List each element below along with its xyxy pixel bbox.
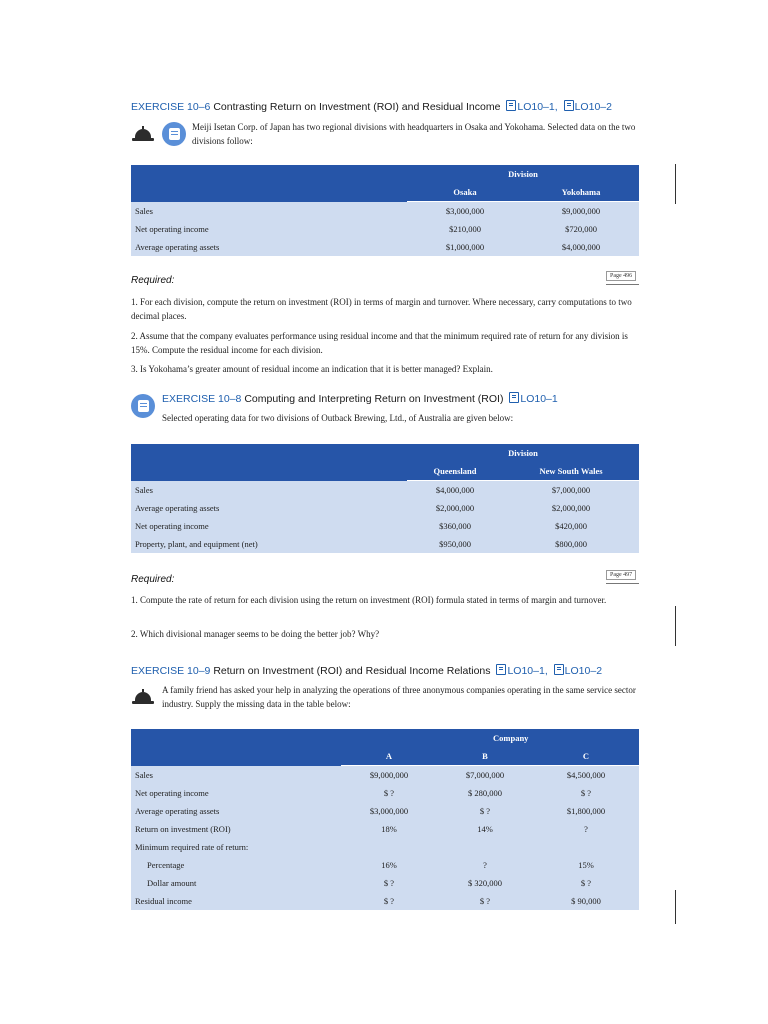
column-header: B (437, 747, 533, 766)
exercise-10-6-table (131, 165, 639, 256)
cell-value: ? (533, 820, 639, 838)
table-row (131, 535, 639, 553)
list-item: 1. Compute the rate of return for each division using the return on investment (ROI) formula stated in terms of margin and turnover. (131, 595, 607, 605)
cell-value: $1,000,000 (407, 238, 523, 256)
table-row (131, 481, 639, 500)
cell-value: $ ? (341, 784, 437, 802)
exercise-10-6-intro: Meiji Isetan Corp. of Japan has two regional divisions with headquarters in Osaka and Yokohama. Selected data on the two divisions follow: (192, 122, 636, 146)
cell-value: $420,000 (503, 517, 639, 535)
table-row (131, 517, 639, 535)
cell-value: $9,000,000 (341, 766, 437, 785)
table-row (131, 820, 639, 838)
row-label: Sales (131, 481, 407, 500)
service-bell-icon (132, 689, 154, 705)
cell-value (533, 838, 639, 856)
cell-value: $4,500,000 (533, 766, 639, 785)
cell-value: $720,000 (523, 220, 639, 238)
row-label: Net operating income (131, 784, 341, 802)
margin-bar (675, 890, 676, 924)
learning-objective-link[interactable]: LO10–2 (574, 101, 612, 113)
divider (606, 583, 639, 584)
table-row (131, 238, 639, 256)
service-bell-icon (132, 126, 154, 142)
table-row (131, 220, 639, 238)
learning-objective-icon[interactable] (496, 664, 506, 675)
learning-objective-icon[interactable] (554, 664, 564, 675)
cell-value (341, 838, 437, 856)
table-row (131, 802, 639, 820)
cell-value: 14% (437, 820, 533, 838)
cell-value: $950,000 (407, 535, 503, 553)
cell-value (437, 838, 533, 856)
cell-value: $4,000,000 (523, 238, 639, 256)
exercise-number: EXERCISE 10–6 (131, 101, 211, 113)
cell-value: $ ? (437, 802, 533, 820)
exercise-10-8-intro: Selected operating data for two divisions of Outback Brewing, Ltd., of Australia are given below: (162, 413, 514, 423)
row-label: Average operating assets (131, 238, 407, 256)
exercise-heading: Return on Investment (ROI) and Residual Income Relations (213, 665, 491, 677)
column-header: Osaka (407, 183, 523, 202)
cell-value: $3,000,000 (407, 202, 523, 221)
table-row (131, 838, 639, 856)
list-item: 2. Assume that the company evaluates performance using residual income and that the minimum required rate of return for any division is 15%. Compute the residual income for each division. (131, 331, 628, 355)
exercise-10-8-table (131, 444, 639, 553)
worksheet-icon[interactable] (131, 394, 155, 418)
row-label: Return on investment (ROI) (131, 820, 341, 838)
cell-value: $ ? (437, 892, 533, 910)
table-row (131, 856, 639, 874)
column-header: A (341, 747, 437, 766)
cell-value: 16% (341, 856, 437, 874)
table-group-header-row (131, 165, 639, 183)
cell-value: $ ? (533, 784, 639, 802)
exercise-number: EXERCISE 10–9 (131, 665, 211, 677)
cell-value: $ ? (341, 892, 437, 910)
column-header: C (533, 747, 639, 766)
margin-bar (675, 606, 676, 646)
table-group-header-row (131, 729, 639, 747)
exercise-number: EXERCISE 10–8 (162, 393, 242, 405)
table-column-header-row (131, 747, 639, 766)
cell-value: $9,000,000 (523, 202, 639, 221)
cell-value: 15% (533, 856, 639, 874)
learning-objective-icon[interactable] (509, 392, 519, 403)
list-item: 1. For each division, compute the return on investment (ROI) in terms of margin and turnover. Where necessary, carry computations to two decimal places. (131, 297, 632, 321)
table-column-header-row (131, 462, 639, 481)
row-label: Average operating assets (131, 802, 341, 820)
cell-value: $ ? (341, 874, 437, 892)
learning-objective-link[interactable]: LO10–1, (507, 665, 548, 677)
row-label: Residual income (131, 892, 341, 910)
required-heading: Required: (131, 275, 175, 286)
exercise-10-6-title (131, 100, 612, 113)
table-column-header-row (131, 183, 639, 202)
divider (606, 284, 639, 285)
cell-value: 18% (341, 820, 437, 838)
table-row (131, 499, 639, 517)
cell-value: ? (437, 856, 533, 874)
cell-value: $2,000,000 (407, 499, 503, 517)
exercise-10-9-title (131, 664, 602, 677)
cell-value: $ 320,000 (437, 874, 533, 892)
exercise-10-6-icons (132, 120, 192, 148)
learning-objective-icon[interactable] (564, 100, 574, 111)
table-row (131, 202, 639, 221)
cell-value: $7,000,000 (437, 766, 533, 785)
exercise-10-9-intro: A family friend has asked your help in analyzing the operations of three anonymous companies operating in the same service sector industry. Supply the missing data in the table below: (162, 685, 636, 709)
exercise-heading: Contrasting Return on Investment (ROI) and Residual Income (213, 101, 501, 113)
column-header: Queensland (407, 462, 503, 481)
row-label: Dollar amount (131, 874, 341, 892)
learning-objective-link[interactable]: LO10–2 (564, 665, 603, 677)
cell-value: $2,000,000 (503, 499, 639, 517)
row-label: Sales (131, 766, 341, 785)
cell-value: $7,000,000 (503, 481, 639, 500)
column-header: New South Wales (503, 462, 639, 481)
exercise-10-8-title (162, 392, 558, 405)
learning-objective-link[interactable]: LO10–1 (520, 393, 558, 405)
cell-value: $ 90,000 (533, 892, 639, 910)
table-group-header-row (131, 444, 639, 462)
row-label: Minimum required rate of return: (131, 838, 341, 856)
cell-value: $1,800,000 (533, 802, 639, 820)
page-number-badge: Page 496 (606, 271, 636, 281)
group-header: Company (437, 729, 639, 747)
table-row (131, 874, 639, 892)
list-item: 3. Is Yokohama’s greater amount of residual income an indication that it is better managed? Explain. (131, 364, 493, 374)
cell-value: $3,000,000 (341, 802, 437, 820)
column-header: Yokohama (523, 183, 639, 202)
exercise-heading: Computing and Interpreting Return on Investment (ROI) (244, 393, 504, 405)
cell-value: $360,000 (407, 517, 503, 535)
cell-value: $800,000 (503, 535, 639, 553)
exercise-10-9-table (131, 729, 639, 910)
table-row (131, 766, 639, 785)
cell-value: $ ? (533, 874, 639, 892)
cell-value: $4,000,000 (407, 481, 503, 500)
group-header: Division (407, 444, 639, 462)
cell-value: $ 280,000 (437, 784, 533, 802)
learning-objective-link[interactable]: LO10–1, (517, 101, 558, 113)
page-number-badge: Page 497 (606, 570, 636, 580)
cell-value: $210,000 (407, 220, 523, 238)
row-label: Net operating income (131, 517, 407, 535)
row-label: Percentage (131, 856, 341, 874)
row-label: Average operating assets (131, 499, 407, 517)
required-heading: Required: (131, 574, 175, 585)
list-item: 2. Which divisional manager seems to be doing the better job? Why? (131, 629, 380, 639)
group-header: Division (407, 165, 639, 183)
table-row (131, 784, 639, 802)
row-label: Property, plant, and equipment (net) (131, 535, 407, 553)
learning-objective-icon[interactable] (506, 100, 516, 111)
worksheet-icon[interactable] (162, 122, 186, 146)
table-row (131, 892, 639, 910)
row-label: Net operating income (131, 220, 407, 238)
row-label: Sales (131, 202, 407, 221)
margin-bar (675, 164, 676, 204)
